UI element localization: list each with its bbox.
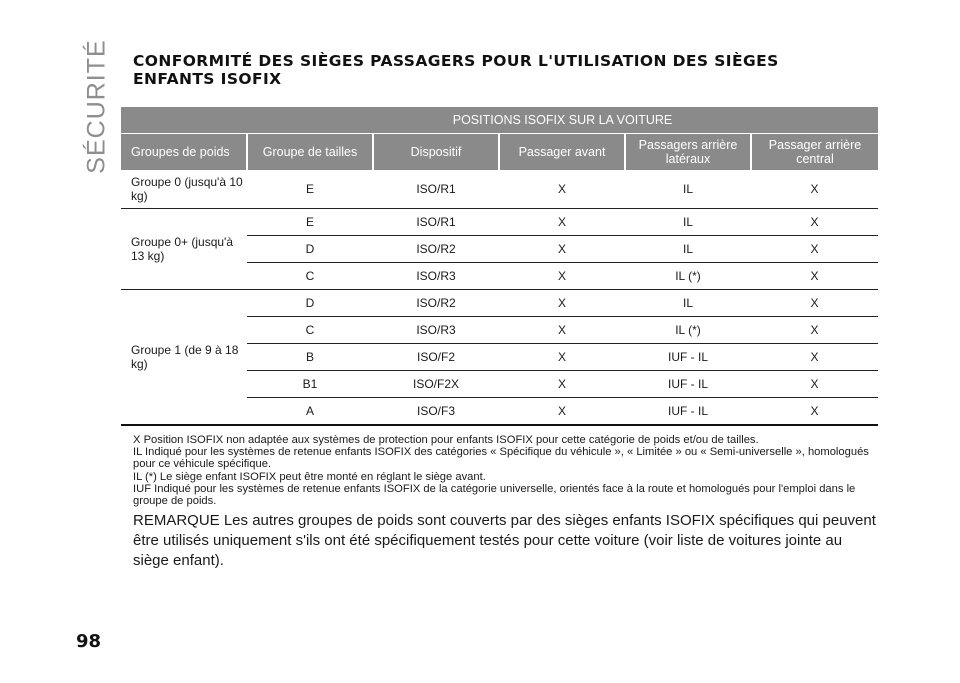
table-cell: ISO/R1 — [373, 170, 499, 209]
page-number: 98 — [76, 631, 102, 652]
table-cell: IL (*) — [625, 317, 751, 344]
table-cell: C — [247, 317, 373, 344]
table-cell: ISO/R3 — [373, 317, 499, 344]
table-cell: X — [751, 371, 878, 398]
table-cell: B — [247, 344, 373, 371]
table-cell: B1 — [247, 371, 373, 398]
table-row — [121, 209, 878, 236]
table-cell: X — [499, 236, 625, 263]
remark-paragraph: REMARQUE Les autres groupes de poids sont couverts par des sièges enfants ISOFIX spécifiques qui peuvent être utilisés uniquement s'ils ont été spécifiquement testés pour cette voiture (voir liste de voitures jointe au siège enfant). — [133, 512, 876, 569]
column-header: Passager avant — [499, 134, 625, 171]
table-cell: ISO/R2 — [373, 290, 499, 317]
table-cell: ISO/F2X — [373, 371, 499, 398]
table-cell: X — [751, 344, 878, 371]
table-cell: ISO/R2 — [373, 236, 499, 263]
column-header: Passager arrière central — [751, 134, 878, 171]
table-cell: X — [751, 170, 878, 209]
section-tab-label: SÉCURITÉ — [82, 38, 111, 174]
table-cell: A — [247, 398, 373, 426]
note-x: X Position ISOFIX non adaptée aux systèmes de protection pour enfants ISOFIX pour cette catégorie de poids et/ou de tailles. — [133, 434, 759, 446]
table-cell: IL — [625, 170, 751, 209]
table-cell: IL — [625, 290, 751, 317]
note-il-star: IL (*) Le siège enfant ISOFIX peut être monté en réglant le siège avant. — [133, 470, 486, 483]
table-span-header-row — [121, 107, 878, 134]
table-cell: IL — [625, 236, 751, 263]
weight-group-label: Groupe 0+ (jusqu'à 13 kg) — [121, 209, 247, 290]
table-cell: IUF - IL — [625, 371, 751, 398]
table-cell: E — [247, 209, 373, 236]
table-header-row — [121, 134, 878, 171]
table-cell: X — [751, 209, 878, 236]
column-header: Passagers arrière latéraux — [625, 134, 751, 171]
table-cell: X — [499, 209, 625, 236]
isofix-table — [121, 107, 878, 426]
note-il: IL Indiqué pour les systèmes de retenue enfants ISOFIX des catégories « Spécifique du véhicule », « Limitée » ou « Semi-universelle », homologués pour ce véhicule spécifique. — [133, 446, 869, 471]
table-cell: X — [751, 290, 878, 317]
table-cell: X — [499, 317, 625, 344]
page-title — [133, 52, 893, 88]
table-cell: IUF - IL — [625, 398, 751, 426]
table-cell: X — [499, 290, 625, 317]
table-cell: X — [499, 170, 625, 209]
column-header: Dispositif — [373, 134, 499, 171]
section-tab — [82, 38, 112, 174]
table-cell: IUF - IL — [625, 344, 751, 371]
page-title-line: ENFANTS ISOFIX — [133, 70, 282, 88]
table-cell: X — [499, 263, 625, 290]
table-notes — [133, 434, 881, 507]
table-body — [121, 170, 878, 425]
table-span-header: POSITIONS ISOFIX SUR LA VOITURE — [247, 107, 878, 134]
table-cell: ISO/R1 — [373, 209, 499, 236]
table-cell: X — [499, 398, 625, 426]
table-cell: IL (*) — [625, 263, 751, 290]
table-cell: X — [751, 263, 878, 290]
weight-group-label: Groupe 0 (jusqu'à 10 kg) — [121, 170, 247, 209]
table-cell: ISO/F3 — [373, 398, 499, 426]
column-header: Groupes de poids — [121, 134, 247, 171]
column-header: Groupe de tailles — [247, 134, 373, 171]
table-row — [121, 290, 878, 317]
table-cell: X — [751, 317, 878, 344]
table-cell: X — [499, 371, 625, 398]
table-cell: ISO/F2 — [373, 344, 499, 371]
weight-group-label: Groupe 1 (de 9 à 18 kg) — [121, 290, 247, 426]
table-cell: D — [247, 236, 373, 263]
table-cell: X — [751, 398, 878, 426]
table-row — [121, 170, 878, 209]
table-cell: D — [247, 290, 373, 317]
page-title-line: CONFORMITÉ DES SIÈGES PASSAGERS POUR L'UTILISATION DES SIÈGES — [133, 52, 779, 70]
table-cell: X — [751, 236, 878, 263]
table-cell: E — [247, 170, 373, 209]
table-cell: C — [247, 263, 373, 290]
table-cell: IL — [625, 209, 751, 236]
table-cell: X — [499, 344, 625, 371]
note-iuf: IUF Indiqué pour les systèmes de retenue enfants ISOFIX de la catégorie universelle, orientés face à la route et homologués pour l'emploi dans le groupe de poids. — [133, 482, 856, 508]
table-cell: ISO/R3 — [373, 263, 499, 290]
